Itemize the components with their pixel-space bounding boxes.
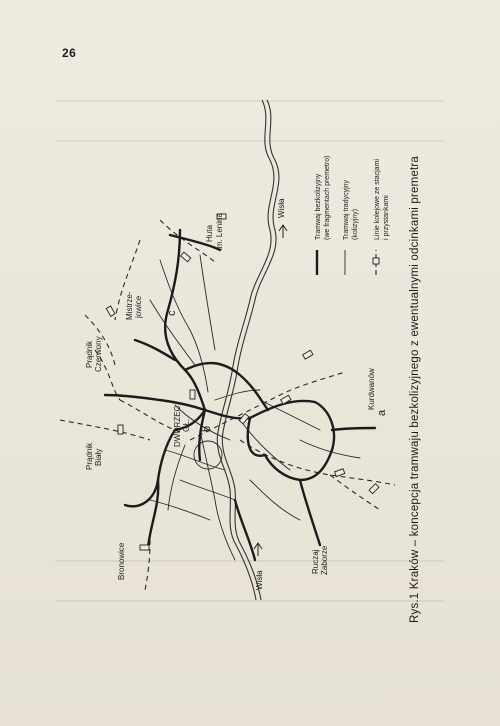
label-wisla-bottom: Wisła (255, 570, 264, 590)
label-pradnik-czerwony: Prądnik (85, 340, 94, 368)
label-dworzec: DWORZEC (173, 405, 182, 447)
label-wisla-top: Wisła (277, 198, 286, 218)
legend-traditional-label: Tramwaj tradycyjny (343, 179, 350, 240)
label-huta-sub: im. Lenina (215, 213, 224, 250)
legend-traditional-sub: (kolizyjny) (352, 208, 359, 240)
station-marker (118, 425, 123, 434)
station-marker (106, 306, 115, 316)
label-pradnik-czerwony-sub: Czerwony (94, 336, 103, 372)
label-kurdwanow: Kurdwanów (367, 368, 376, 410)
legend-grade-separated-sub: (we fragmentach premetro) (324, 155, 331, 240)
flow-arrow-icon (279, 225, 287, 238)
marker-b: b (201, 425, 213, 432)
label-pradnik-bialy: Prądnik (85, 442, 94, 470)
label-huta: Huta (205, 225, 214, 242)
point-markers (166, 310, 388, 432)
label-mistrzejowice: Mistrze- (125, 291, 134, 320)
station-marker (190, 390, 195, 399)
flow-arrow-icon (254, 543, 262, 556)
river-wisla (217, 100, 279, 600)
station-marker (181, 252, 191, 262)
station-marker (335, 469, 345, 477)
label-pradnik-bialy-sub: Biały (94, 448, 103, 466)
railway-lines (60, 220, 395, 590)
legend-rail-sub: i przystankami (383, 195, 390, 240)
legend-rail-label: Linie kolejowe ze stacjami (374, 159, 381, 240)
legend-grade-separated-label: Tramwaj bezkolizyjny (315, 173, 322, 240)
label-ruczaj: Ruczaj (311, 549, 320, 574)
marker-a: a (376, 409, 388, 416)
station-marker (140, 545, 149, 550)
label-bronowice: Bronowice (117, 542, 126, 580)
label-ruczaj-sub: Zaborze (320, 545, 329, 575)
figure-caption: Rys.1 Kraków – koncepcja tramwaju bezkolizyjnego z ewentualnymi odcinkami premetra (409, 155, 421, 623)
grade-separated-tram-lines (105, 230, 375, 560)
map-legend (315, 156, 390, 275)
page-number: 26 (62, 46, 77, 60)
legend-station-icon (373, 258, 379, 264)
label-dworzec-sub: GŁ. (182, 419, 191, 432)
station-marker (369, 484, 379, 494)
label-mistrzejowice-sub: jowice (134, 295, 143, 318)
marker-c: c (166, 310, 178, 316)
station-marker (303, 350, 313, 359)
